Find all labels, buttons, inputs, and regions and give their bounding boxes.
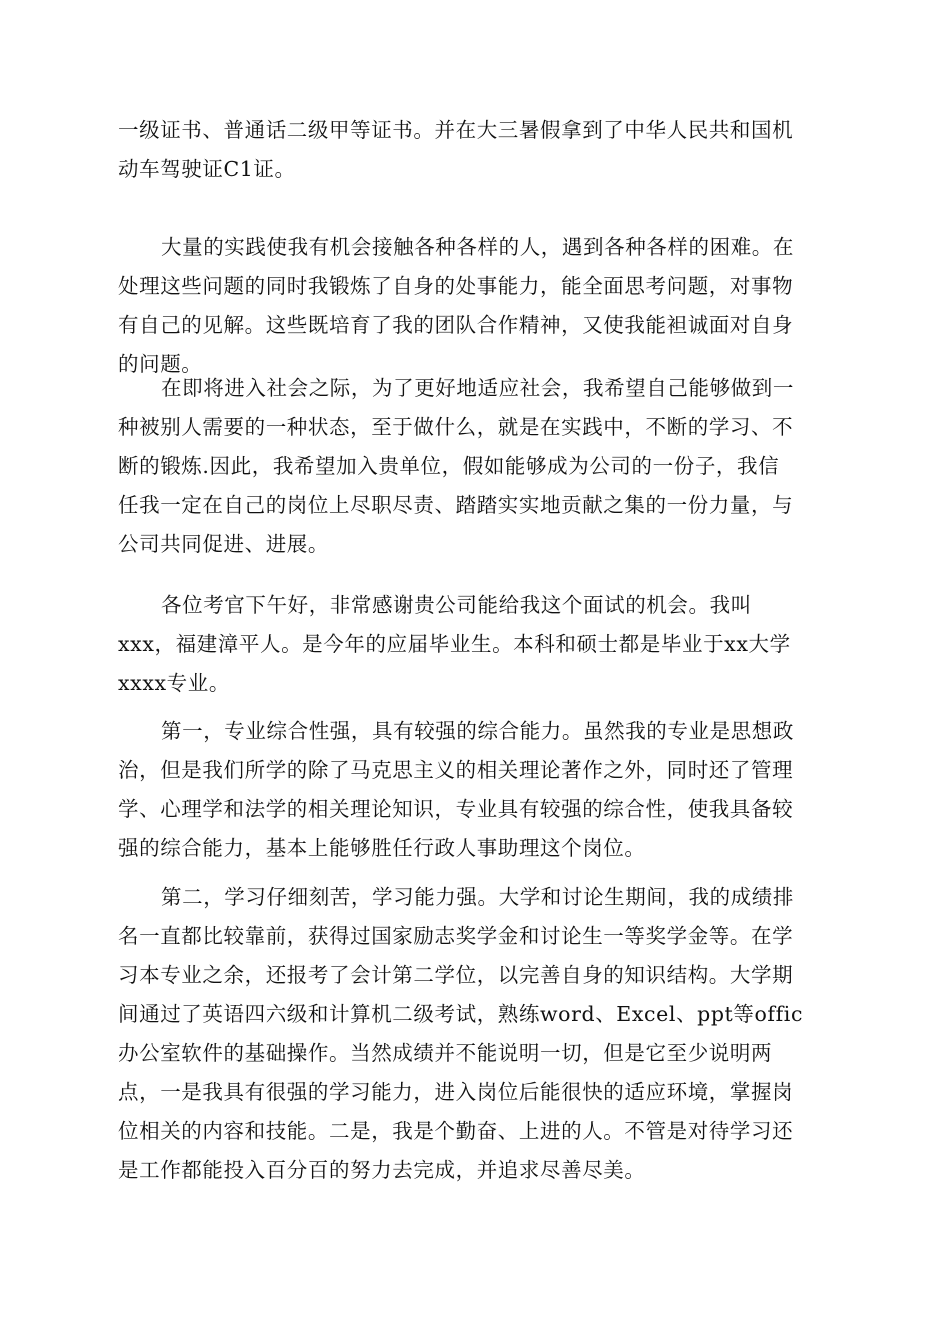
text-line: 任我一定在自己的岗位上尽职尽责、踏踏实实地贡献之集的一份力量，与 bbox=[118, 493, 794, 517]
paragraph-second-point bbox=[118, 878, 838, 1190]
text-line: 间通过了英语四六级和计算机二级考试，熟练word、Excel、ppt等offic bbox=[118, 1002, 804, 1026]
text-line: 种被别人需要的一种状态，至于做什么，就是在实践中，不断的学习、不 bbox=[118, 415, 794, 439]
text-line: 第一，专业综合性强，具有较强的综合能力。虽然我的专业是思想政 bbox=[161, 719, 794, 743]
text-line: 处理这些问题的同时我锻炼了自身的处事能力，能全面思考问题，对事物 bbox=[118, 274, 794, 298]
text-line: 的问题。 bbox=[118, 352, 203, 376]
text-line: 强的综合能力，基本上能够胜任行政人事助理这个岗位。 bbox=[118, 836, 646, 860]
paragraph-certificates bbox=[118, 111, 838, 189]
text-line: 习本专业之余，还报考了会计第二学位，以完善自身的知识结构。大学期 bbox=[118, 963, 794, 987]
text-line: 有自己的见解。这些既培育了我的团队合作精神，又使我能袒诚面对自身 bbox=[118, 313, 794, 337]
text-line: 学、心理学和法学的相关理论知识，专业具有较强的综合性，使我具备较 bbox=[118, 797, 794, 821]
text-line: 治，但是我们所学的除了马克思主义的相关理论著作之外，同时还了管理 bbox=[118, 758, 794, 782]
text-line: 名一直都比较靠前，获得过国家励志奖学金和讨论生一等奖学金等。在学 bbox=[118, 924, 794, 948]
text-line: 在即将进入社会之际，为了更好地适应社会，我希望自己能够做到一 bbox=[161, 376, 794, 400]
text-line: 点，一是我具有很强的学习能力，进入岗位后能很快的适应环境，掌握岗 bbox=[118, 1080, 794, 1104]
paragraph-greeting bbox=[118, 586, 838, 703]
text-line: 办公室软件的基础操作。当然成绩并不能说明一切，但是它至少说明两 bbox=[118, 1041, 773, 1065]
text-line: 公司共同促进、进展。 bbox=[118, 532, 329, 556]
text-line: 各位考官下午好，非常感谢贵公司能给我这个面试的机会。我叫 bbox=[161, 593, 752, 617]
text-line: 位相关的内容和技能。二是，我是个勤奋、上进的人。不管是对待学习还 bbox=[118, 1119, 794, 1143]
text-line: 一级证书、普通话二级甲等证书。并在大三暑假拿到了中华人民共和国机 bbox=[118, 118, 794, 142]
text-line: 断的锻炼.因此，我希望加入贵单位，假如能够成为公司的一份子，我信 bbox=[118, 454, 780, 478]
paragraph-society bbox=[118, 369, 838, 564]
paragraph-practice bbox=[118, 228, 838, 384]
text-line: xxx，福建漳平人。是今年的应届毕业生。本科和硕士都是毕业于xx大学 bbox=[118, 632, 791, 656]
text-line: 动车驾驶证C1证。 bbox=[118, 157, 296, 181]
text-line: xxxx专业。 bbox=[118, 671, 230, 695]
text-line: 大量的实践使我有机会接触各种各样的人，遇到各种各样的困难。在 bbox=[161, 235, 794, 259]
text-line: 是工作都能投入百分百的努力去完成，并追求尽善尽美。 bbox=[118, 1158, 646, 1182]
paragraph-first-point bbox=[118, 712, 838, 868]
text-line: 第二，学习仔细刻苦，学习能力强。大学和讨论生期间，我的成绩排 bbox=[161, 885, 794, 909]
